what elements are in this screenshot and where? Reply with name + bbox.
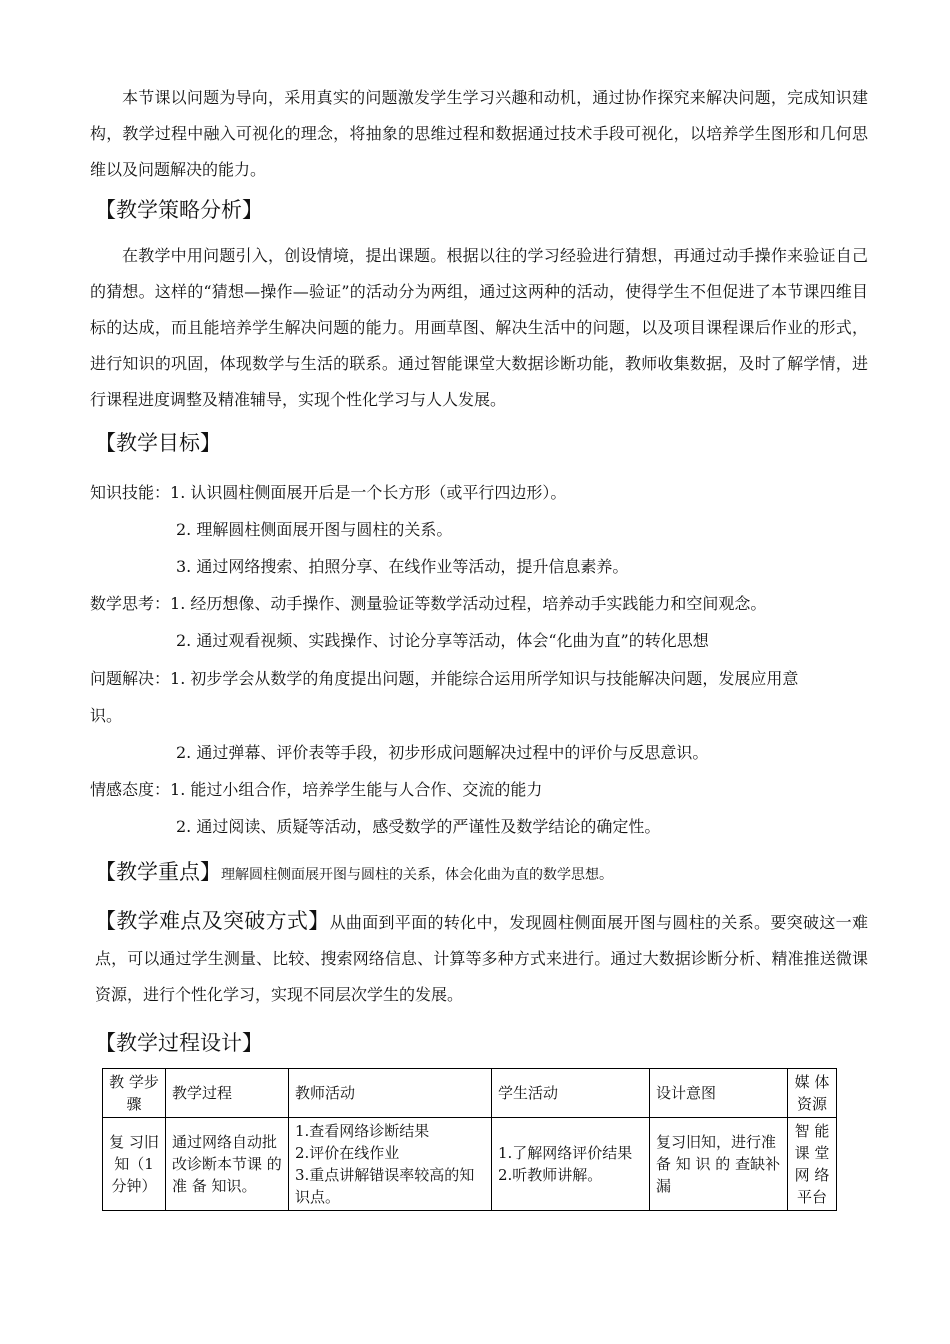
header-cell: 教学过程	[166, 1069, 289, 1118]
difficulty-text: 从曲面到平面的转化中，发现圆柱侧面展开图与圆柱的关系。要突破这一难点，可以通过学生测量、比较、搜索网络信息、计算等多种方式来进行。通过大数据诊断分析、精准推送微课资源，进行个性化学习，实现不同层次学生的发展。	[95, 913, 868, 1004]
goal-category-thinking: 数学思考：	[90, 594, 171, 613]
teacher-cell	[289, 1118, 492, 1211]
teacher-activity: 3.重点讲解错误率较高的知识点。	[295, 1166, 475, 1206]
process-table	[102, 1068, 837, 1211]
key-point-text: 理解圆柱侧面展开图与圆柱的关系，体会化曲为直的数学思想。	[221, 867, 613, 883]
goal-emotion-2: 2. 通过阅读、质疑等活动，感受数学的严谨性及数学结论的确定性。	[176, 817, 661, 836]
header-cell: 教师活动	[289, 1069, 492, 1118]
goal-knowledge-1	[90, 475, 870, 511]
goals-heading: 【教学目标】	[95, 431, 221, 455]
goal-item: 1. 能过小组合作，培养学生能与人合作、交流的能力	[170, 780, 543, 799]
header-cell: 教 学步骤	[103, 1069, 166, 1118]
goal-category-emotion: 情感态度：	[90, 780, 171, 799]
strategy-paragraph: 在教学中用问题引入，创设情境，提出课题。根据以往的学习经验进行猜想，再通过动手操作来验证自己的猜想。这样的“猜想—操作—验证”的活动分为两组，通过这两种的活动，使得学生不但促进了本节课四维目标的达成，而且能培养学生解决问题的能力。用画草图、解决生活中的问题，以及项目课程课后作业的形式，进行知识的巩固，体现数学与生活的联系。通过智能课堂大数据诊断功能，教师收集数据，及时了解学情，进行课程进度调整及精准辅导，实现个性化学习与人人发展。	[90, 246, 868, 409]
goal-problem-2: 2. 通过弹幕、评价表等手段，初步形成问题解决过程中的评价与反思意识。	[176, 743, 709, 762]
key-point-heading: 【教学重点】	[95, 860, 221, 884]
table-row	[103, 1118, 837, 1211]
header-cell: 学生活动	[492, 1069, 650, 1118]
goal-thinking-1	[90, 586, 870, 622]
goal-item: 1. 经历想像、动手操作、测量验证等数学活动过程，培养动手实践能力和空间观念。	[170, 594, 767, 613]
goal-knowledge-3: 3. 通过网络搜索、拍照分享、在线作业等活动，提升信息素养。	[176, 557, 629, 576]
difficulty-block	[95, 903, 868, 1013]
goal-item: 1. 认识圆柱侧面展开后是一个长方形（或平行四边形）。	[170, 483, 567, 502]
intent-cell: 复习旧知，进行准 备 知 识 的 查缺补漏	[650, 1118, 788, 1211]
process-cell: 通过网络自动批改诊断本节课 的 准 备 知识。	[166, 1118, 289, 1211]
goal-emotion-1	[90, 772, 870, 808]
goal-thinking-2: 2. 通过观看视频、实践操作、讨论分享等活动，体会“化曲为直”的转化思想	[176, 631, 709, 650]
goal-problem-1	[90, 661, 870, 697]
goal-category-problem: 问题解决：	[90, 669, 171, 688]
difficulty-heading: 【教学难点及突破方式】	[95, 909, 330, 933]
header-cell: 媒 体资源	[788, 1069, 837, 1118]
teacher-activity: 1.查看网络诊断结果	[295, 1122, 430, 1140]
table-header-row	[103, 1069, 837, 1118]
goal-knowledge-2: 2. 理解圆柱侧面展开图与圆柱的关系。	[176, 520, 453, 539]
strategy-heading: 【教学策略分析】	[95, 198, 263, 222]
goal-problem-1-cont: 识。	[90, 706, 123, 725]
goal-item: 1. 初步学会从数学的角度提出问题，并能综合运用所学知识与技能解决问题，发展应用意	[170, 669, 799, 688]
key-point-line	[95, 857, 613, 890]
step-cell: 复 习旧知（1分钟）	[103, 1118, 166, 1211]
student-activity: 1.了解网络评价结果	[498, 1144, 633, 1162]
goal-category-knowledge: 知识技能：	[90, 483, 171, 502]
student-activity: 2.听教师讲解。	[498, 1166, 603, 1184]
teacher-activity: 2.评价在线作业	[295, 1144, 400, 1162]
process-heading: 【教学过程设计】	[95, 1031, 263, 1055]
header-cell: 设计意图	[650, 1069, 788, 1118]
intro-paragraph: 本节课以问题为导向，采用真实的问题激发学生学习兴趣和动机，通过协作探究来解决问题，完成知识建构，教学过程中融入可视化的理念，将抽象的思维过程和数据通过技术手段可视化，以培养学生图形和几何思维以及问题解决的能力。	[90, 88, 868, 179]
media-cell: 智 能课 堂网 络平台	[788, 1118, 837, 1211]
student-cell	[492, 1118, 650, 1211]
